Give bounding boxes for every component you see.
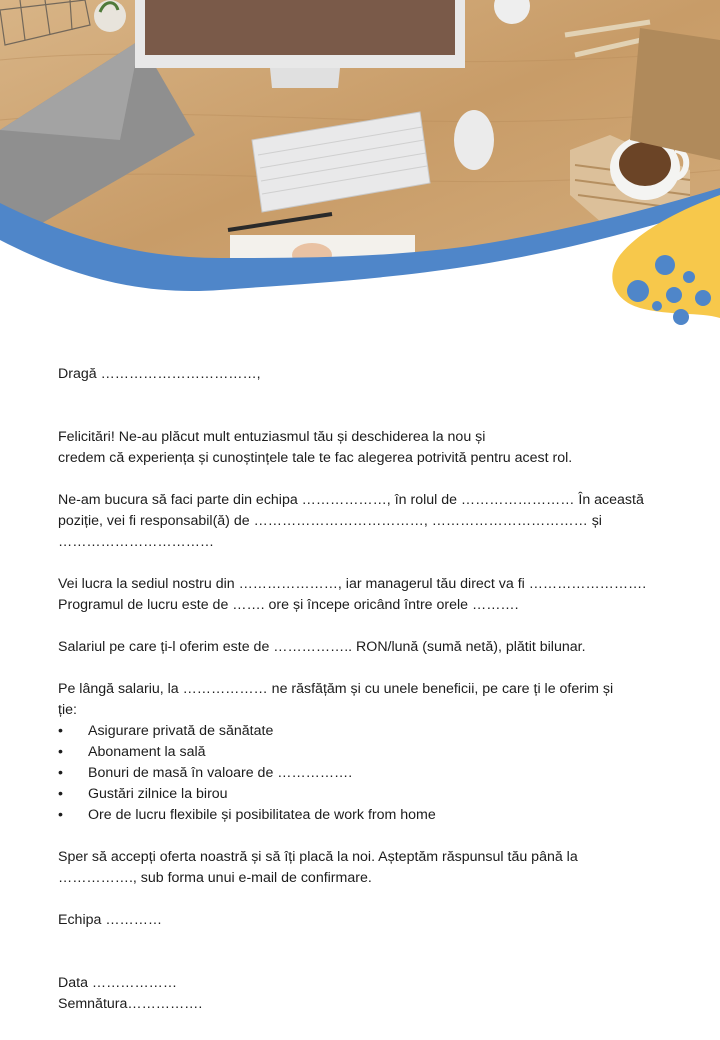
- congrats-line-2: credem că experiența și cunoștințele tale te fac alegerea potrivită pentru acest rol.: [58, 450, 573, 466]
- congrats-line-1: Felicitări! Ne-au plăcut mult entuziasmul tău și deschiderea la nou și: [58, 429, 486, 445]
- mouse: [454, 110, 494, 170]
- team-role-line-3: ……………………………: [58, 534, 215, 550]
- benefits-intro-line-2: ție:: [58, 702, 77, 718]
- location-line-1: Vei lucra la sediul nostru din …………………, iar managerul tău direct va fi …………………….: [58, 576, 647, 592]
- location-line-2: Programul de lucru este de ……. ore și începe oricând între orele ……….: [58, 597, 519, 613]
- date-field: Data ………………: [58, 975, 178, 991]
- list-item: • Bonuri de masă în valoare de …………….: [58, 763, 688, 784]
- desk-illustration: [0, 0, 720, 330]
- team-signoff: Echipa …………: [58, 912, 163, 928]
- closing-line-2: ……………., sub forma unui e-mail de confirmare.: [58, 870, 372, 886]
- list-item: • Abonament la sală: [58, 742, 688, 763]
- team-role-line-1: Ne-am bucura să faci parte din echipa ………………, în rolul de …………………… În această: [58, 492, 644, 508]
- greeting: Dragă ……………………………,: [58, 366, 261, 382]
- benefits-intro-line-1: Pe lângă salariu, la ……………… ne răsfățăm și cu unele beneficii, pe care ți le oferim și: [58, 681, 614, 697]
- salary-line: Salariul pe care ți-l oferim este de …………….. RON/lună (sumă netă), plătit bilunar.: [58, 639, 586, 655]
- team-role-line-2: poziție, vei fi responsabil(ă) de ………………………………, …………………………… și: [58, 513, 602, 529]
- offer-letter: [58, 364, 688, 1015]
- list-item: • Ore de lucru flexibile și posibilitatea de work from home: [58, 805, 688, 826]
- signature-field: Semnătura…………….: [58, 996, 203, 1012]
- header-photo: [0, 0, 720, 330]
- benefits-list: [58, 721, 688, 826]
- list-item: • Asigurare privată de sănătate: [58, 721, 688, 742]
- closing-line-1: Sper să accepți oferta noastră și să îți placă la noi. Așteptăm răspunsul tău până la: [58, 849, 578, 865]
- kraft-notebook: [630, 28, 720, 160]
- plant-pot: [94, 0, 126, 32]
- list-item: • Gustări zilnice la birou: [58, 784, 688, 805]
